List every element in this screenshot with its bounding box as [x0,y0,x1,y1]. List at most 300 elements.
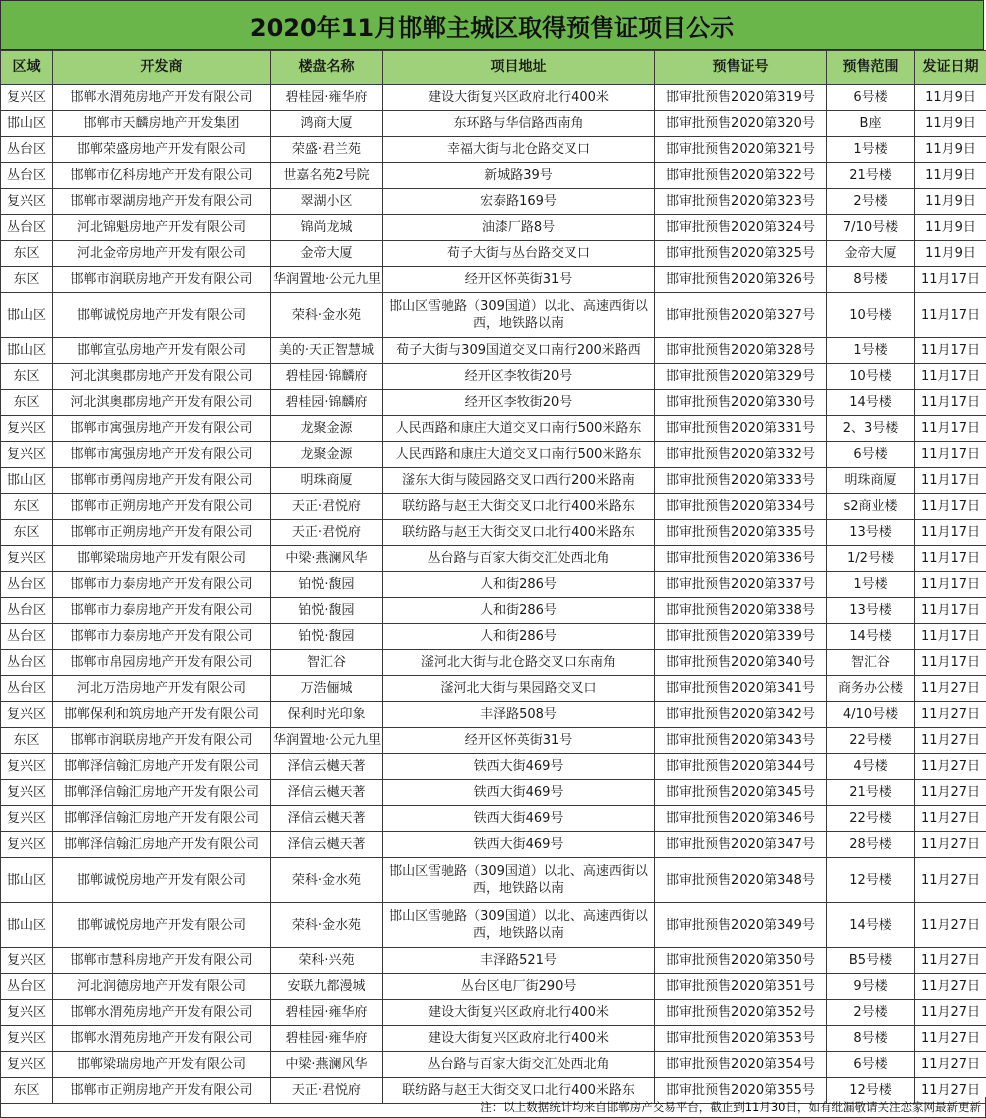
table-row [1,974,986,1000]
table-row [1,494,986,520]
table-row [1,520,986,546]
cell-scope: 13号楼 [827,520,915,546]
table-row [1,598,986,624]
cell-permit-no: 邯审批预售2020第345号 [655,780,827,806]
cell-district: 邯山区 [1,338,53,364]
cell-permit-no: 邯审批预售2020第347号 [655,832,827,858]
cell-project: 世嘉名苑2号院 [271,163,383,189]
cell-developer: 邯郸梁瑞房地产开发有限公司 [53,546,271,572]
cell-address: 滏河北大街与果园路交叉口 [383,676,655,702]
table-row [1,338,986,364]
table-row [1,1026,986,1052]
cell-scope: 6号楼 [827,442,915,468]
cell-issue-date: 11月17日 [915,442,986,468]
cell-issue-date: 11月9日 [915,163,986,189]
cell-scope: 明珠商厦 [827,468,915,494]
cell-address: 联纺路与赵王大街交叉口北行400米路东 [383,494,655,520]
cell-project: 碧桂园·锦麟府 [271,390,383,416]
cell-project: 万浩俪城 [271,676,383,702]
cell-developer: 邯郸泽信翰汇房地产开发有限公司 [53,780,271,806]
cell-project: 泽信云樾天著 [271,806,383,832]
cell-address: 人和街286号 [383,572,655,598]
cell-project: 保利时光印象 [271,702,383,728]
cell-address: 幸福大街与北仓路交叉口 [383,137,655,163]
cell-district: 东区 [1,364,53,390]
cell-project: 天正·君悦府 [271,1078,383,1104]
cell-permit-no: 邯审批预售2020第353号 [655,1026,827,1052]
table-row [1,241,986,267]
header-project: 楼盘名称 [271,51,383,85]
cell-developer: 邯郸市天麟房地产开发集团 [53,111,271,137]
cell-project: 天正·君悦府 [271,494,383,520]
cell-permit-no: 邯审批预售2020第322号 [655,163,827,189]
cell-developer: 邯郸诚悦房地产开发有限公司 [53,293,271,338]
cell-address: 联纺路与赵王大街交叉口北行400米路东 [383,1078,655,1104]
cell-developer: 河北锦魁房地产开发有限公司 [53,215,271,241]
cell-scope: 8号楼 [827,267,915,293]
cell-permit-no: 邯审批预售2020第334号 [655,494,827,520]
cell-permit-no: 邯审批预售2020第332号 [655,442,827,468]
cell-project: 华润置地·公元九里 [271,728,383,754]
cell-permit-no: 邯审批预售2020第338号 [655,598,827,624]
cell-district: 东区 [1,494,53,520]
cell-developer: 邯郸梁瑞房地产开发有限公司 [53,1052,271,1078]
cell-address: 丛台路与百家大街交汇处西北角 [383,1052,655,1078]
cell-district: 丛台区 [1,137,53,163]
table-row [1,754,986,780]
cell-permit-no: 邯审批预售2020第321号 [655,137,827,163]
cell-address: 宏泰路169号 [383,189,655,215]
cell-scope: 10号楼 [827,293,915,338]
cell-district: 东区 [1,520,53,546]
cell-scope: 1/2号楼 [827,546,915,572]
cell-developer: 邯郸水渭苑房地产开发有限公司 [53,1026,271,1052]
table-row [1,650,986,676]
cell-project: 翠湖小区 [271,189,383,215]
cell-scope: 2、3号楼 [827,416,915,442]
cell-address: 建设大街复兴区政府北行400米 [383,1026,655,1052]
cell-scope: 商务办公楼 [827,676,915,702]
cell-developer: 邯郸市帛园房地产开发有限公司 [53,650,271,676]
cell-scope: 4/10号楼 [827,702,915,728]
cell-developer: 河北润德房地产开发有限公司 [53,974,271,1000]
cell-address: 丰泽路508号 [383,702,655,728]
cell-project: 中梁·燕澜风华 [271,546,383,572]
cell-developer: 邯郸市寓强房地产开发有限公司 [53,442,271,468]
cell-issue-date: 11月9日 [915,241,986,267]
footnote: 注：以上数据统计均来自邯郸房产交易平台，截止到11月30日，如有纰漏敬请关注恋家网最新更新 [0,1097,986,1118]
cell-scope: 2号楼 [827,1000,915,1026]
cell-issue-date: 11月27日 [915,1078,986,1104]
cell-scope: 智汇谷 [827,650,915,676]
cell-scope: 13号楼 [827,598,915,624]
cell-permit-no: 邯审批预售2020第335号 [655,520,827,546]
table-row [1,293,986,338]
cell-address: 滏东大街与陵园路交叉口西行200米路南 [383,468,655,494]
cell-project: 美的·天正智慧城 [271,338,383,364]
cell-issue-date: 11月17日 [915,390,986,416]
cell-issue-date: 11月27日 [915,1000,986,1026]
table-row [1,903,986,948]
cell-permit-no: 邯审批预售2020第336号 [655,546,827,572]
cell-district: 复兴区 [1,442,53,468]
cell-district: 邯山区 [1,293,53,338]
cell-scope: 14号楼 [827,390,915,416]
table-row [1,416,986,442]
cell-permit-no: 邯审批预售2020第344号 [655,754,827,780]
table-row [1,189,986,215]
cell-developer: 河北金帝房地产开发有限公司 [53,241,271,267]
cell-district: 东区 [1,1078,53,1104]
cell-district: 复兴区 [1,832,53,858]
cell-developer: 邯郸诚悦房地产开发有限公司 [53,858,271,903]
header-developer: 开发商 [53,51,271,85]
cell-developer: 河北淇奥郡房地产开发有限公司 [53,390,271,416]
cell-address: 荀子大街与309国道交叉口南行200米路西 [383,338,655,364]
cell-developer: 邯郸保利和筑房地产开发有限公司 [53,702,271,728]
cell-address: 建设大街复兴区政府北行400米 [383,1000,655,1026]
table-row [1,948,986,974]
cell-issue-date: 11月17日 [915,293,986,338]
cell-issue-date: 11月27日 [915,728,986,754]
cell-project: 泽信云樾天著 [271,780,383,806]
cell-district: 丛台区 [1,572,53,598]
cell-district: 丛台区 [1,598,53,624]
cell-scope: 21号楼 [827,780,915,806]
cell-issue-date: 11月9日 [915,85,986,111]
table-row [1,702,986,728]
cell-issue-date: 11月17日 [915,338,986,364]
cell-issue-date: 11月27日 [915,974,986,1000]
cell-permit-no: 邯审批预售2020第351号 [655,974,827,1000]
cell-address: 人民西路和康庄大道交叉口南行500米路东 [383,442,655,468]
table-row [1,390,986,416]
cell-project: 龙聚金源 [271,416,383,442]
cell-issue-date: 11月17日 [915,416,986,442]
cell-project: 铂悦·馥园 [271,598,383,624]
cell-issue-date: 11月17日 [915,267,986,293]
cell-developer: 邯郸泽信翰汇房地产开发有限公司 [53,754,271,780]
table-row [1,137,986,163]
cell-district: 复兴区 [1,806,53,832]
cell-permit-no: 邯审批预售2020第333号 [655,468,827,494]
cell-district: 复兴区 [1,85,53,111]
cell-permit-no: 邯审批预售2020第348号 [655,858,827,903]
cell-issue-date: 11月17日 [915,624,986,650]
table-row [1,572,986,598]
cell-address: 丰泽路521号 [383,948,655,974]
cell-project: 荣盛·君兰苑 [271,137,383,163]
cell-issue-date: 11月9日 [915,137,986,163]
cell-address: 油漆厂路8号 [383,215,655,241]
table-row [1,468,986,494]
cell-district: 东区 [1,390,53,416]
cell-permit-no: 邯审批预售2020第355号 [655,1078,827,1104]
cell-issue-date: 11月9日 [915,111,986,137]
cell-scope: B5号楼 [827,948,915,974]
cell-project: 泽信云樾天著 [271,832,383,858]
cell-project: 天正·君悦府 [271,520,383,546]
cell-project: 铂悦·馥园 [271,572,383,598]
cell-issue-date: 11月27日 [915,754,986,780]
cell-address: 荀子大街与丛台路交叉口 [383,241,655,267]
cell-developer: 邯郸市正朔房地产开发有限公司 [53,494,271,520]
cell-permit-no: 邯审批预售2020第343号 [655,728,827,754]
cell-permit-no: 邯审批预售2020第346号 [655,806,827,832]
cell-district: 复兴区 [1,1052,53,1078]
cell-address: 铁西大街469号 [383,780,655,806]
cell-permit-no: 邯审批预售2020第354号 [655,1052,827,1078]
cell-developer: 邯郸市润联房地产开发有限公司 [53,267,271,293]
cell-permit-no: 邯审批预售2020第326号 [655,267,827,293]
cell-issue-date: 11月27日 [915,1026,986,1052]
header-issue-date: 发证日期 [915,51,986,85]
cell-permit-no: 邯审批预售2020第349号 [655,903,827,948]
cell-issue-date: 11月27日 [915,1052,986,1078]
cell-scope: 8号楼 [827,1026,915,1052]
cell-address: 新城路39号 [383,163,655,189]
cell-district: 复兴区 [1,546,53,572]
cell-developer: 邯郸市力泰房地产开发有限公司 [53,624,271,650]
cell-project: 荣科·金水苑 [271,858,383,903]
cell-address: 人民西路和康庄大道交叉口南行500米路东 [383,416,655,442]
table-row [1,832,986,858]
cell-developer: 邯郸市亿科房地产开发有限公司 [53,163,271,189]
cell-issue-date: 11月17日 [915,494,986,520]
cell-scope: 4号楼 [827,754,915,780]
cell-permit-no: 邯审批预售2020第320号 [655,111,827,137]
cell-scope: 6号楼 [827,1052,915,1078]
cell-address: 丛台路与百家大街交汇处西北角 [383,546,655,572]
cell-scope: 28号楼 [827,832,915,858]
cell-address: 邯山区雪驰路（309国道）以北、高速西街以西，地铁路以南 [383,858,655,903]
cell-project: 明珠商厦 [271,468,383,494]
cell-developer: 邯郸宣弘房地产开发有限公司 [53,338,271,364]
cell-district: 东区 [1,241,53,267]
cell-developer: 邯郸市润联房地产开发有限公司 [53,728,271,754]
cell-issue-date: 11月27日 [915,948,986,974]
header-permit-no: 预售证号 [655,51,827,85]
table-row [1,624,986,650]
cell-project: 龙聚金源 [271,442,383,468]
cell-developer: 河北淇奥郡房地产开发有限公司 [53,364,271,390]
cell-issue-date: 11月17日 [915,572,986,598]
table-row [1,1052,986,1078]
cell-address: 邯山区雪驰路（309国道）以北、高速西街以西，地铁路以南 [383,903,655,948]
cell-district: 复兴区 [1,754,53,780]
cell-district: 复兴区 [1,780,53,806]
cell-issue-date: 11月27日 [915,832,986,858]
cell-project: 锦尚龙城 [271,215,383,241]
cell-project: 鸿商大厦 [271,111,383,137]
cell-address: 铁西大街469号 [383,832,655,858]
cell-address: 经开区怀英街31号 [383,267,655,293]
cell-address: 建设大街复兴区政府北行400米 [383,85,655,111]
cell-developer: 邯郸市翠湖房地产开发有限公司 [53,189,271,215]
cell-permit-no: 邯审批预售2020第352号 [655,1000,827,1026]
cell-address: 人和街286号 [383,598,655,624]
cell-developer: 邯郸水渭苑房地产开发有限公司 [53,1000,271,1026]
cell-project: 安联九都漫城 [271,974,383,1000]
table-row [1,858,986,903]
cell-district: 复兴区 [1,1026,53,1052]
table-row [1,442,986,468]
cell-scope: s2商业楼 [827,494,915,520]
cell-address: 滏河北大街与北仓路交叉口东南角 [383,650,655,676]
cell-issue-date: 11月27日 [915,702,986,728]
cell-scope: 21号楼 [827,163,915,189]
cell-permit-no: 邯审批预售2020第323号 [655,189,827,215]
cell-developer: 邯郸水渭苑房地产开发有限公司 [53,85,271,111]
table-row [1,1000,986,1026]
header-address: 项目地址 [383,51,655,85]
table-row [1,546,986,572]
cell-project: 金帝大厦 [271,241,383,267]
table-row [1,676,986,702]
cell-scope: 6号楼 [827,85,915,111]
cell-issue-date: 11月17日 [915,468,986,494]
cell-district: 丛台区 [1,974,53,1000]
cell-scope: 10号楼 [827,364,915,390]
table-row [1,111,986,137]
cell-scope: 12号楼 [827,858,915,903]
cell-scope: 9号楼 [827,974,915,1000]
table-row [1,728,986,754]
cell-district: 丛台区 [1,624,53,650]
cell-address: 人和街286号 [383,624,655,650]
table-row [1,364,986,390]
cell-district: 复兴区 [1,948,53,974]
cell-scope: 22号楼 [827,806,915,832]
cell-developer: 邯郸泽信翰汇房地产开发有限公司 [53,806,271,832]
cell-district: 邯山区 [1,903,53,948]
cell-project: 荣科·金水苑 [271,293,383,338]
cell-scope: 14号楼 [827,624,915,650]
cell-district: 复兴区 [1,416,53,442]
cell-permit-no: 邯审批预售2020第330号 [655,390,827,416]
table-row [1,806,986,832]
cell-address: 铁西大街469号 [383,754,655,780]
cell-district: 丛台区 [1,215,53,241]
cell-issue-date: 11月27日 [915,806,986,832]
cell-permit-no: 邯审批预售2020第324号 [655,215,827,241]
cell-project: 智汇谷 [271,650,383,676]
table-header-row [1,51,986,85]
table-row [1,163,986,189]
cell-issue-date: 11月9日 [915,215,986,241]
cell-issue-date: 11月27日 [915,676,986,702]
cell-district: 复兴区 [1,189,53,215]
cell-district: 邯山区 [1,111,53,137]
cell-developer: 邯郸市慧科房地产开发有限公司 [53,948,271,974]
cell-project: 中梁·燕澜风华 [271,1052,383,1078]
cell-district: 复兴区 [1,702,53,728]
cell-district: 东区 [1,267,53,293]
cell-address: 丛台区电厂街290号 [383,974,655,1000]
cell-address: 铁西大街469号 [383,806,655,832]
header-district: 区域 [1,51,53,85]
cell-project: 荣科·金水苑 [271,903,383,948]
cell-permit-no: 邯审批预售2020第342号 [655,702,827,728]
cell-scope: 7/10号楼 [827,215,915,241]
cell-scope: 1号楼 [827,137,915,163]
cell-developer: 邯郸市力泰房地产开发有限公司 [53,598,271,624]
cell-issue-date: 11月17日 [915,650,986,676]
cell-developer: 河北万浩房地产开发有限公司 [53,676,271,702]
cell-district: 东区 [1,728,53,754]
cell-project: 碧桂园·锦麟府 [271,364,383,390]
cell-address: 经开区李牧街20号 [383,390,655,416]
cell-issue-date: 11月17日 [915,364,986,390]
cell-address: 经开区怀英街31号 [383,728,655,754]
cell-developer: 邯郸市力泰房地产开发有限公司 [53,572,271,598]
cell-project: 华润置地·公元九里 [271,267,383,293]
cell-district: 邯山区 [1,858,53,903]
cell-district: 丛台区 [1,163,53,189]
cell-developer: 邯郸市寓强房地产开发有限公司 [53,416,271,442]
cell-permit-no: 邯审批预售2020第350号 [655,948,827,974]
cell-scope: 2号楼 [827,189,915,215]
cell-issue-date: 11月27日 [915,780,986,806]
cell-address: 经开区李牧街20号 [383,364,655,390]
cell-issue-date: 11月17日 [915,598,986,624]
cell-permit-no: 邯审批预售2020第328号 [655,338,827,364]
cell-project: 泽信云樾天著 [271,754,383,780]
table-row [1,85,986,111]
cell-address: 邯山区雪驰路（309国道）以北、高速西街以西，地铁路以南 [383,293,655,338]
table-row [1,267,986,293]
cell-permit-no: 邯审批预售2020第341号 [655,676,827,702]
cell-issue-date: 11月27日 [915,903,986,948]
header-scope: 预售范围 [827,51,915,85]
table-row [1,780,986,806]
cell-permit-no: 邯审批预售2020第327号 [655,293,827,338]
cell-permit-no: 邯审批预售2020第329号 [655,364,827,390]
cell-developer: 邯郸市正朔房地产开发有限公司 [53,1078,271,1104]
cell-permit-no: 邯审批预售2020第331号 [655,416,827,442]
cell-issue-date: 11月17日 [915,546,986,572]
cell-scope: 金帝大厦 [827,241,915,267]
page-title: 2020年11月邯郸主城区取得预售证项目公示 [0,0,984,50]
cell-permit-no: 邯审批预售2020第340号 [655,650,827,676]
cell-scope: 22号楼 [827,728,915,754]
cell-scope: 1号楼 [827,338,915,364]
cell-project: 铂悦·馥园 [271,624,383,650]
cell-scope: B座 [827,111,915,137]
cell-district: 邯山区 [1,468,53,494]
presale-table [0,50,986,1104]
cell-scope: 1号楼 [827,572,915,598]
cell-permit-no: 邯审批预售2020第325号 [655,241,827,267]
cell-issue-date: 11月9日 [915,189,986,215]
cell-permit-no: 邯审批预售2020第339号 [655,624,827,650]
cell-developer: 邯郸市正朔房地产开发有限公司 [53,520,271,546]
cell-scope: 14号楼 [827,903,915,948]
cell-scope: 12号楼 [827,1078,915,1104]
cell-address: 联纺路与赵王大街交叉口北行400米路东 [383,520,655,546]
table-row [1,215,986,241]
cell-project: 荣科·兴苑 [271,948,383,974]
cell-project: 碧桂园·雍华府 [271,1026,383,1052]
cell-permit-no: 邯审批预售2020第337号 [655,572,827,598]
cell-district: 丛台区 [1,676,53,702]
cell-project: 碧桂园·雍华府 [271,85,383,111]
cell-address: 东环路与华信路西南角 [383,111,655,137]
cell-issue-date: 11月17日 [915,520,986,546]
cell-developer: 邯郸荣盛房地产开发有限公司 [53,137,271,163]
cell-district: 复兴区 [1,1000,53,1026]
cell-permit-no: 邯审批预售2020第319号 [655,85,827,111]
